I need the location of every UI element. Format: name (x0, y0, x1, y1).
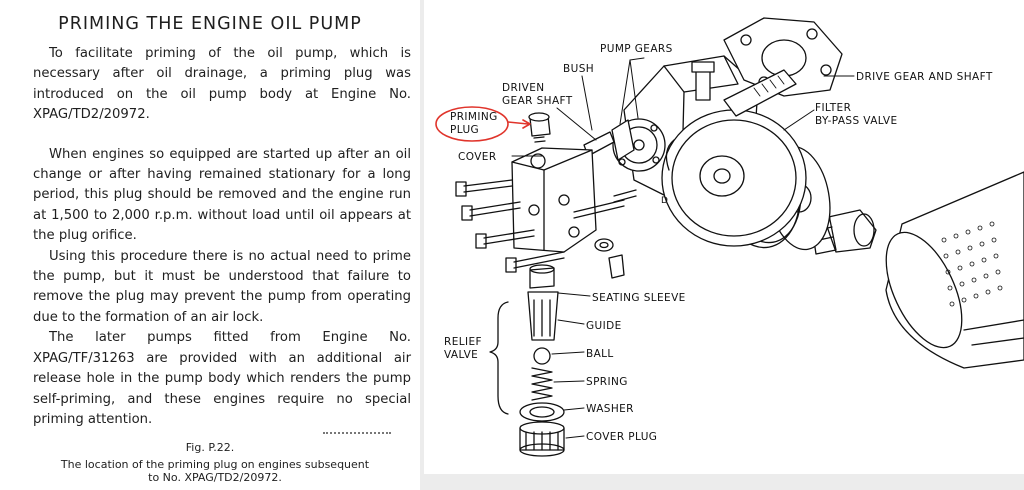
paragraph-1: To facilitate priming of the oil pump, which is necessary after oil drainage, a priming plug was introduced on the oil pump body at Engine No. XPAG/TD2/20972. (33, 46, 411, 123)
label-filter-line-1: FILTER (815, 102, 852, 114)
label-relief-valve-line-1: RELIEF (444, 336, 482, 348)
label-bush: BUSH (563, 63, 595, 75)
paragraph-4: The later pumps fitted from Engine No. XPAG/TF/31263 are provided with an additional air release hole in the pump body which renders the pump self-priming, and these engines require no special priming attention. (33, 330, 411, 427)
label-driven-gear-shaft-line-2: GEAR SHAFT (502, 95, 573, 107)
oil-pump-exploded-diagram (424, 0, 1024, 474)
label-washer: WASHER (586, 403, 634, 415)
filter-element-drawing (871, 172, 1024, 368)
pump-gears-drawing (584, 119, 665, 171)
label-seating-sleeve: SEATING SLEEVE (592, 292, 686, 304)
label-cover: COVER (458, 151, 497, 163)
body-mark-label: D (661, 196, 668, 206)
relief-valve-drawing (520, 265, 564, 456)
priming-plug-highlight-arrow (508, 122, 528, 124)
figure-caption-line-2: to No. XPAG/TD2/20972. (148, 471, 282, 484)
relief-valve-brace (490, 302, 508, 414)
paragraph-2: When engines so equipped are started up after an oil change or after having remained stationary for a long period, this plug should be removed and the engine run at 1,500 to 2,000 r.p.m. without load until oil appears at the plug orifice. (33, 146, 411, 244)
label-guide: GUIDE (586, 320, 622, 332)
page-title: PRIMING THE ENGINE OIL PUMP (58, 14, 362, 34)
label-priming-plug-line-2: PLUG (450, 124, 480, 136)
dotted-rule (323, 432, 391, 434)
diagram-page (424, 0, 1024, 474)
figure-caption-line-1: The location of the priming plug on engines subsequent (60, 458, 370, 471)
text-page (0, 0, 420, 490)
label-bypass-valve-line-2: BY-PASS VALVE (815, 115, 898, 127)
paragraph-3: Using this procedure there is no actual need to prime the pump, but it must be understood that failure to remove the plug may prevent the pump from operating due to the formation of an air lock. (33, 248, 411, 325)
label-relief-valve-line-2: VALVE (444, 349, 479, 361)
label-pump-gears: PUMP GEARS (600, 43, 673, 55)
label-ball: BALL (586, 348, 614, 360)
label-driven-gear-shaft-line-1: DRIVEN (502, 82, 545, 94)
label-priming-plug-line-1: PRIMING (450, 111, 498, 123)
label-cover-plug: COVER PLUG (586, 431, 658, 443)
label-spring: SPRING (586, 376, 628, 388)
label-drive-gear-and-shaft: DRIVE GEAR AND SHAFT (856, 71, 993, 83)
figure-label: Fig. P.22. (185, 441, 235, 454)
body-text (33, 44, 411, 430)
figure-caption (30, 458, 400, 484)
cover-drawing (456, 148, 636, 278)
priming-plug-drawing (529, 113, 550, 142)
